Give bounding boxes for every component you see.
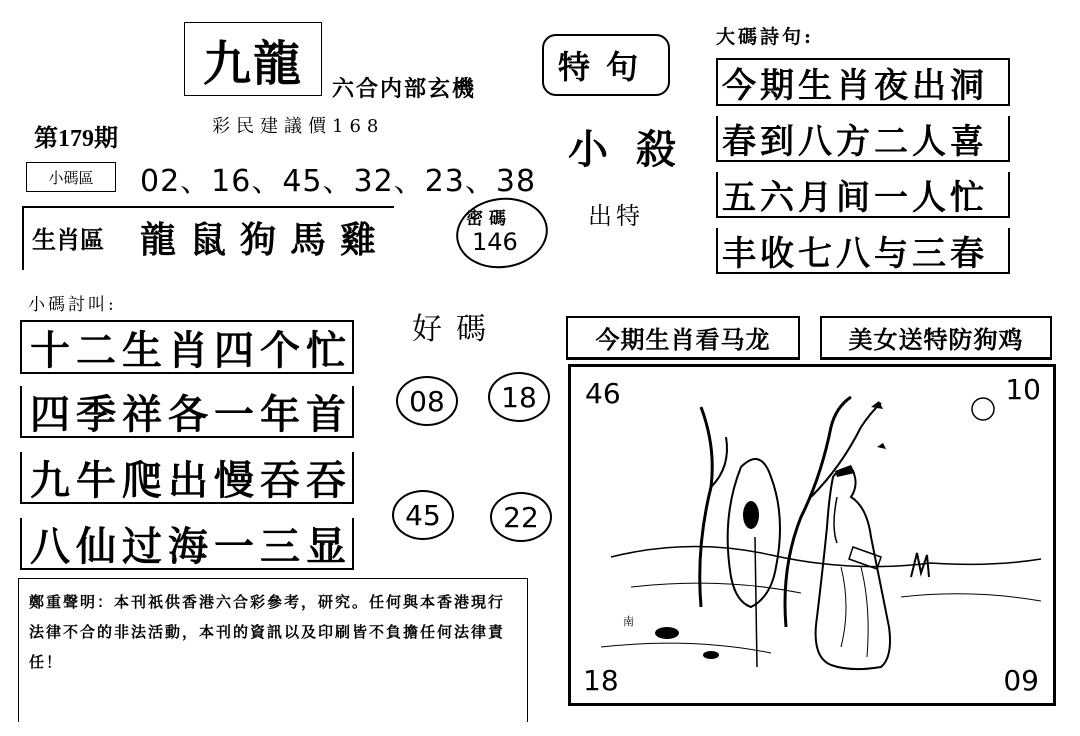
disclaimer: 鄭重聲明：本刊祇供香港六合彩參考，研究。任何與本香港現行法律不合的非法活動，本刊的資訊以及印刷皆不負擔任何法律責任！ [18, 578, 528, 722]
good-codes-title: 好碼 [412, 312, 500, 347]
small-tips-title: 小碼討叫: [28, 295, 117, 315]
scholar-illustration [568, 364, 1056, 706]
special-phrase-sub: 出特 [588, 202, 644, 230]
issue-number: 第179期 [34, 126, 118, 152]
big-poem-line: 春到八方二人喜 [716, 116, 1010, 162]
advice-price: 彩民建議價168 [212, 116, 385, 137]
good-code-number: 08 [396, 376, 458, 426]
secret-code-label: 密碼 [466, 209, 512, 229]
small-code-numbers: 02、16、45、32、23、38 [140, 164, 537, 199]
small-tip-line: 九牛爬出慢吞吞 [20, 452, 354, 504]
good-code-number: 18 [488, 372, 550, 422]
secret-code-value: 146 [472, 228, 518, 256]
big-poem-line: 五六月间一人忙 [716, 172, 1010, 218]
zodiac-animals: 龍鼠狗馬雞 [140, 219, 391, 261]
svg-text:南: 南 [623, 615, 634, 628]
picture-number-bottom-left: 18 [583, 664, 619, 697]
small-tip-line: 八仙过海一三显 [20, 518, 354, 570]
zodiac-label: 生肖區 [32, 225, 104, 254]
big-poem-line: 丰收七八与三春 [716, 228, 1010, 274]
page-title: 九龍 [184, 22, 322, 96]
picture-number-top-right: 10 [1005, 373, 1041, 406]
banner-zodiac-hint: 今期生肖看马龙 [566, 316, 800, 360]
special-phrase-badge: 特句 [542, 34, 670, 96]
small-tip-line: 十二生肖四个忙 [20, 322, 354, 374]
small-tip-line: 四季祥各一年首 [20, 386, 354, 438]
picture-number-bottom-right: 09 [1003, 664, 1039, 697]
good-code-number: 45 [392, 490, 454, 540]
special-phrase-main: 小殺 [568, 126, 704, 173]
good-code-number: 22 [490, 492, 552, 542]
picture-number-top-left: 46 [585, 377, 621, 410]
big-poem-line: 今期生肖夜出洞 [716, 60, 1010, 106]
scholar-drawing [571, 367, 1053, 703]
banner-special-hint: 美女送特防狗鸡 [820, 316, 1052, 360]
subtitle: 六合内部玄機 [332, 76, 477, 102]
big-poem-title: 大碼詩句: [716, 26, 815, 48]
small-code-label: 小碼區 [26, 162, 116, 192]
